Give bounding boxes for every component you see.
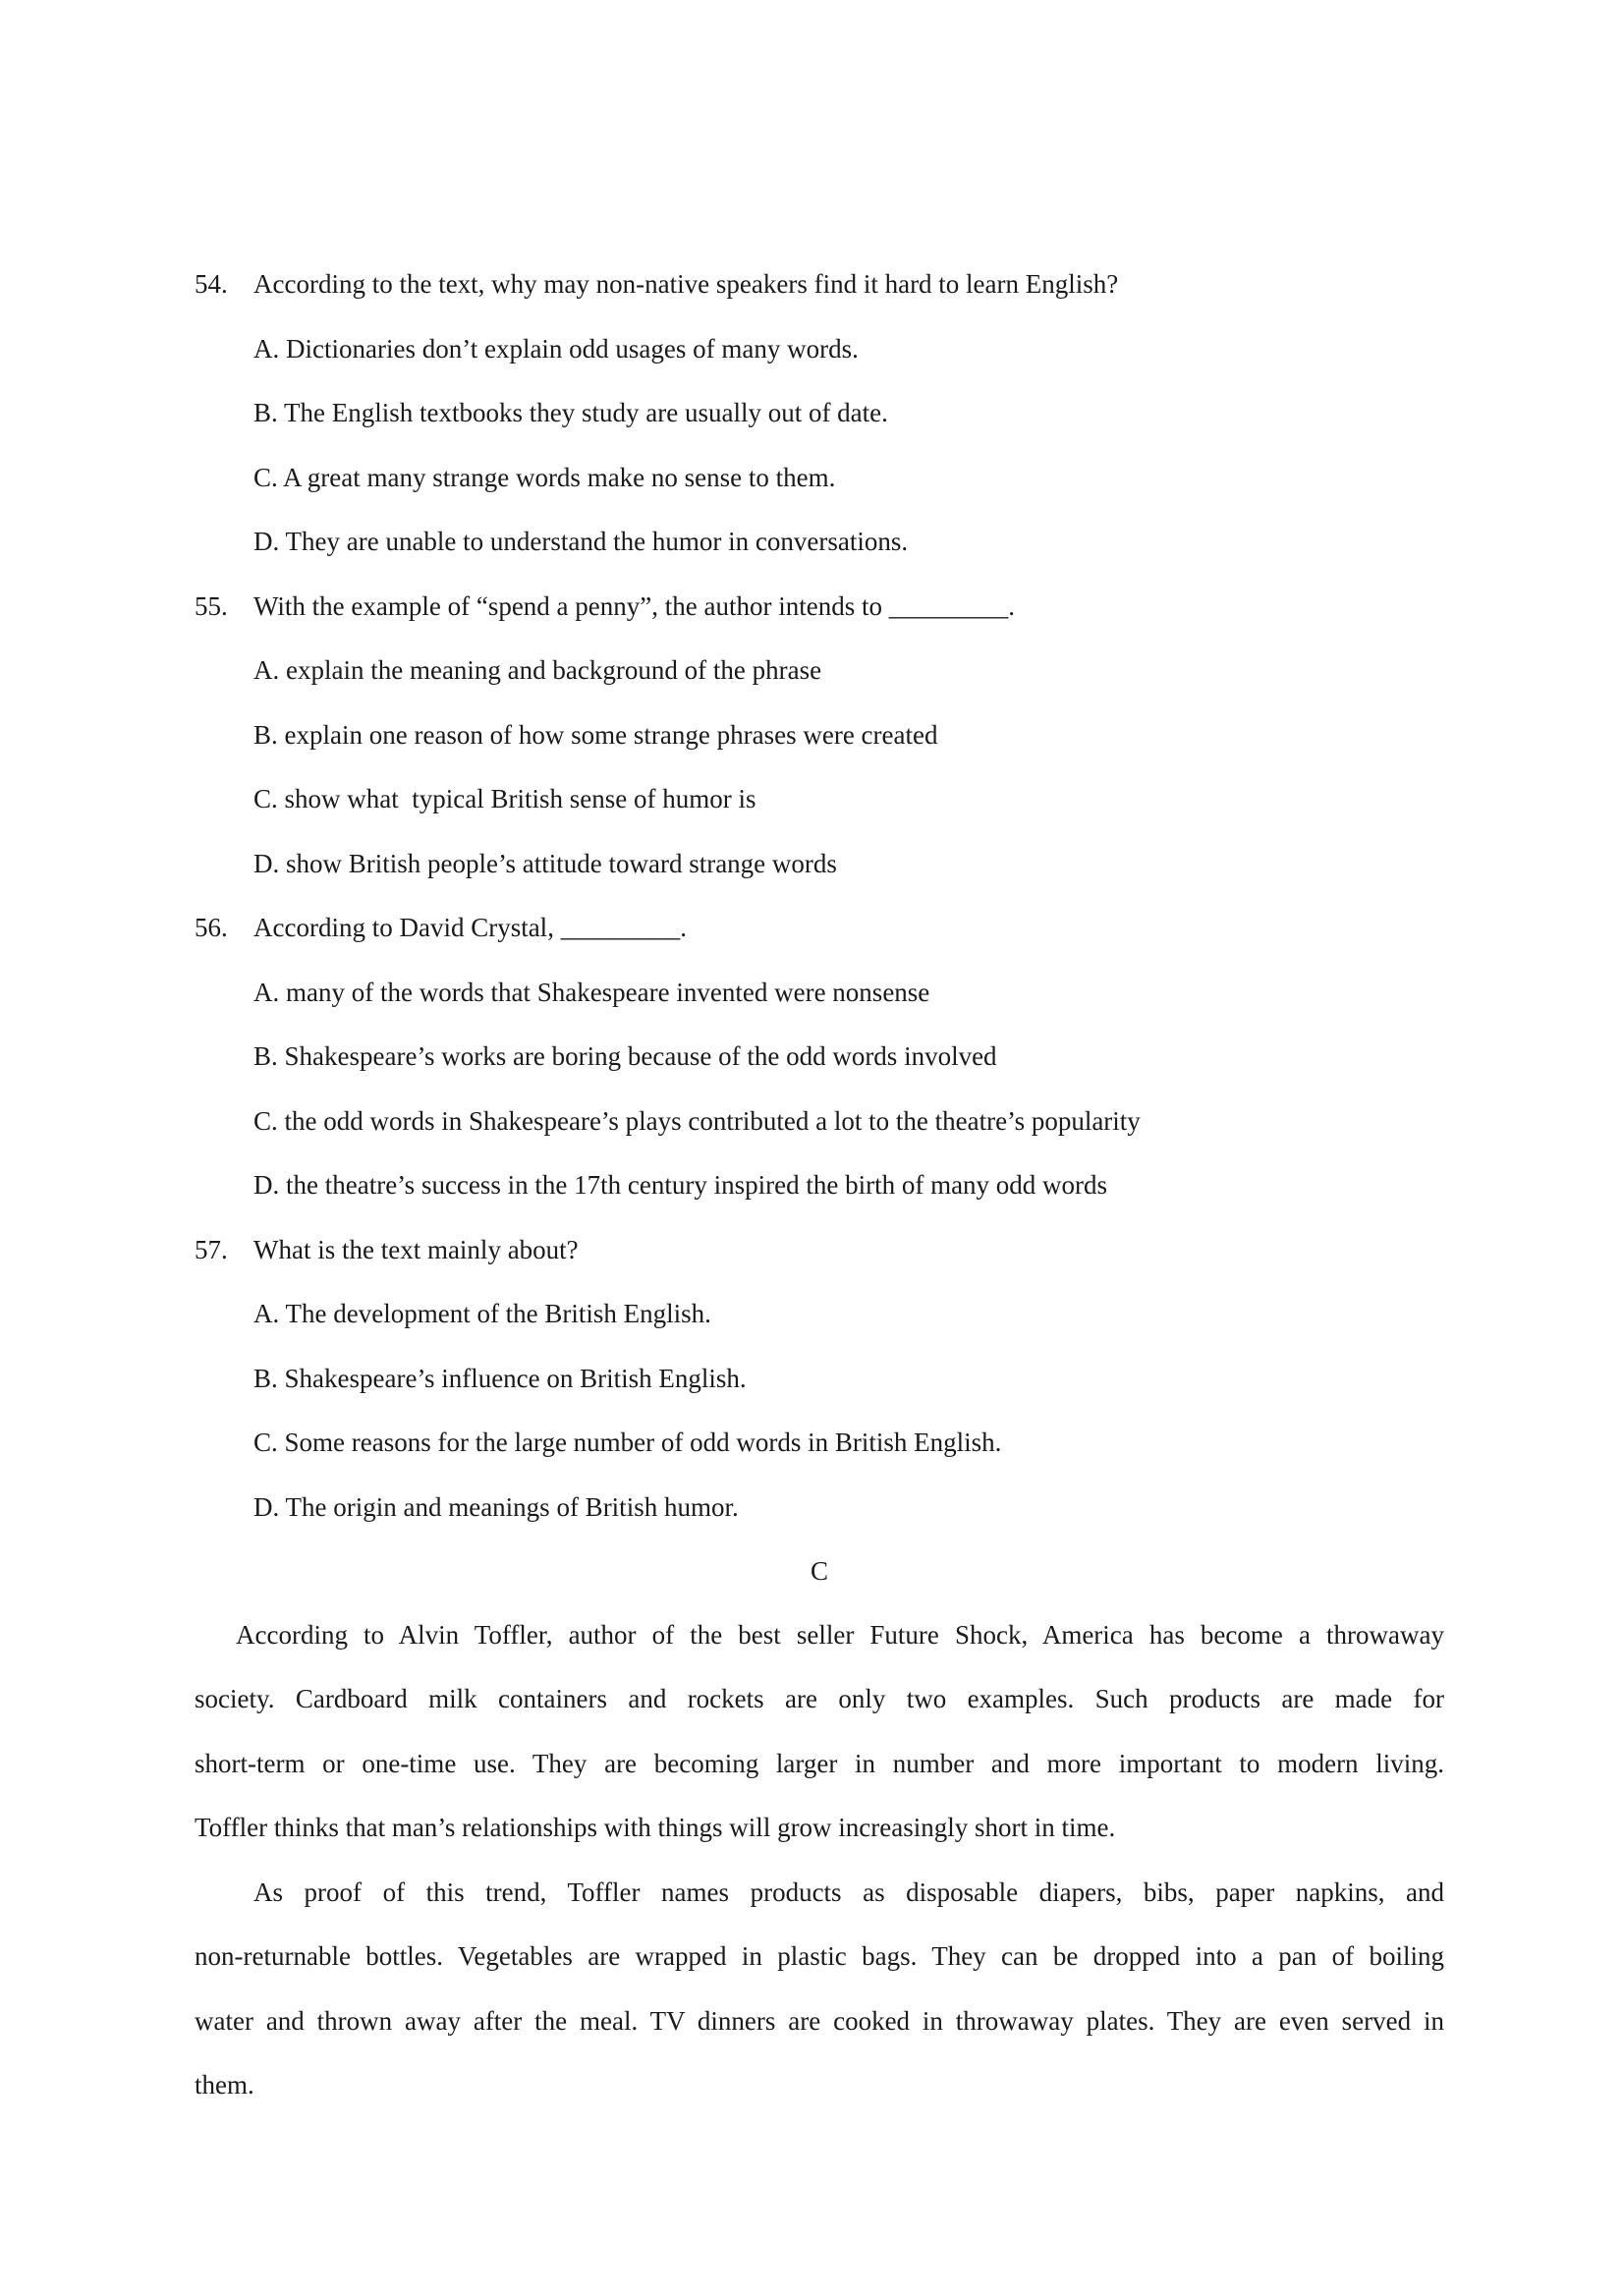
paragraph-line <box>195 1603 1444 1668</box>
option-d: D. the theatre’s success in the 17th century inspired the birth of many odd words <box>253 1170 1108 1200</box>
paragraph-line: short-term or one-time use. They are becoming larger in number and more important to modern living. <box>195 1748 1444 1778</box>
paragraph-line: non-returnable bottles. Vegetables are wrapped in plastic bags. They can be dropped into a pan of boiling <box>195 1941 1444 1971</box>
option-b: B. Shakespeare’s influence on British English. <box>253 1363 747 1393</box>
paragraph-line-text: According to Alvin Toffler, author of the best seller Future Shock, America has become a throwaway <box>236 1619 1444 1650</box>
option-d: D. The origin and meanings of British humor. <box>253 1491 739 1522</box>
option-d: D. They are unable to understand the humor in conversations. <box>253 527 909 556</box>
option-c: C. A great many strange words make no sense to them. <box>253 462 836 492</box>
question-number: 57. <box>195 1234 228 1264</box>
question-55 <box>195 589 1444 654</box>
option-a: A. The development of the British English. <box>253 1299 711 1328</box>
option-b: B. Shakespeare’s works are boring because of the odd words involved <box>253 1041 997 1071</box>
question-number: 55. <box>195 590 228 621</box>
paragraph-line: them. <box>195 2070 254 2100</box>
question-57 <box>195 1233 1444 1298</box>
option-c: C. the odd words in Shakespeare’s plays contributed a lot to the theatre’s popularity <box>253 1105 1141 1136</box>
question-number: 56. <box>195 913 228 942</box>
option-a: A. many of the words that Shakespeare invented were nonsense <box>253 977 930 1007</box>
question-stem: According to the text, why may non-native speakers find it hard to learn English? <box>253 269 1119 299</box>
question-56 <box>195 911 1444 976</box>
passage-paragraph-1 <box>195 1603 1444 1861</box>
document-page <box>195 267 1444 2118</box>
option-c: C. show what typical British sense of humor is <box>253 784 756 813</box>
paragraph-line: society. Cardboard milk containers and rockets are only two examples. Such products are made for <box>195 1684 1444 1713</box>
option-b: B. explain one reason of how some strange phrases were created <box>253 719 938 750</box>
option-c: C. Some reasons for the large number of odd words in British English. <box>253 1428 1002 1457</box>
paragraph-line <box>195 1861 1444 1926</box>
option-a: A. explain the meaning and background of the phrase <box>253 655 822 685</box>
question-number: 54. <box>195 269 228 299</box>
question-stem: What is the text mainly about? <box>253 1234 579 1264</box>
option-a: A. Dictionaries don’t explain odd usages of many words. <box>253 333 859 364</box>
question-stem: According to David Crystal, _________. <box>253 913 687 942</box>
question-54 <box>195 267 1444 332</box>
section-label: C <box>810 1556 828 1586</box>
question-stem: With the example of “spend a penny”, the author intends to _________. <box>253 590 1015 621</box>
option-b: B. The English textbooks they study are usually out of date. <box>253 398 888 427</box>
paragraph-line: water and thrown away after the meal. TV dinners are cooked in throwaway plates. They are even served in <box>195 2005 1444 2036</box>
option-d: D. show British people’s attitude toward strange words <box>253 848 837 878</box>
paragraph-line: Toffler thinks that man’s relationships with things will grow increasingly short in time. <box>195 1813 1116 1842</box>
passage-paragraph-2 <box>195 1861 1444 2118</box>
paragraph-line-text: As proof of this trend, Toffler names products as disposable diapers, bibs, paper napkins, and <box>253 1876 1444 1907</box>
